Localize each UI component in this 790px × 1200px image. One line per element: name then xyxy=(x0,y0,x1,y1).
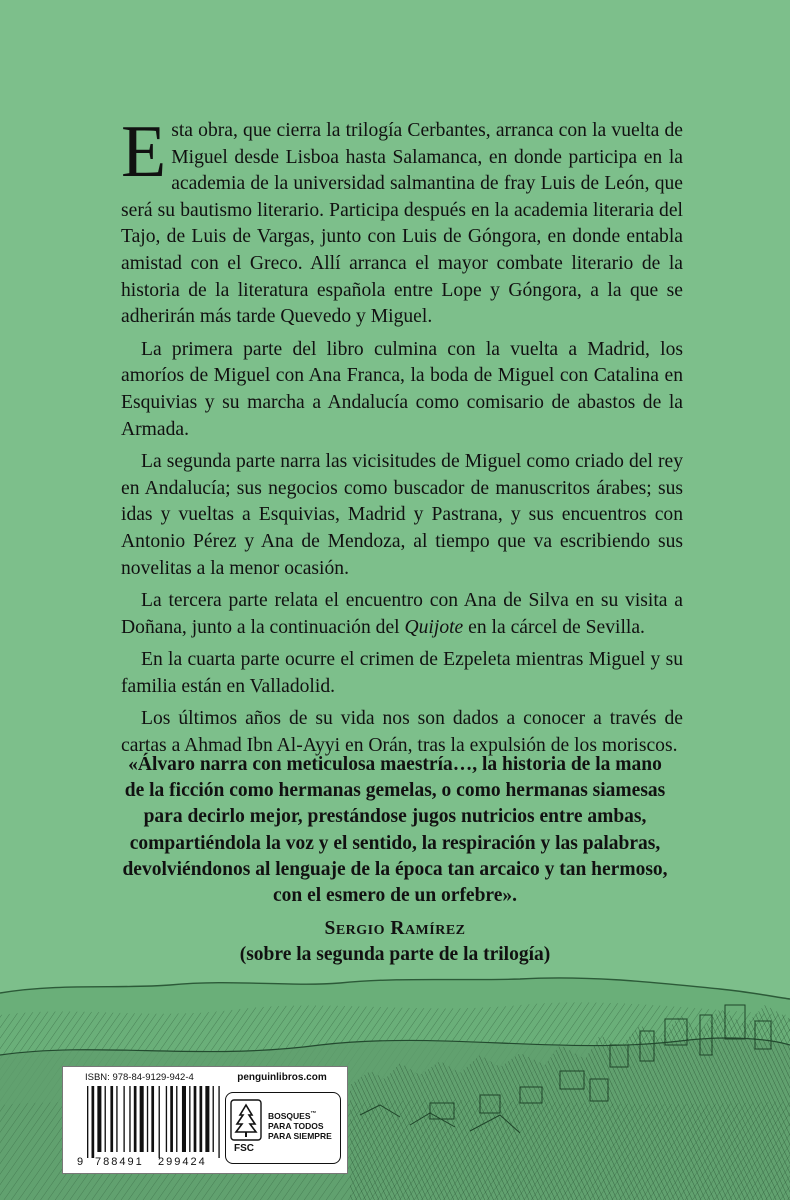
barcode-bar xyxy=(97,1086,101,1152)
synopsis-paragraph-1-text: sta obra, que cierra la trilogía Cerbantes, arranca con la vuelta de Miguel desde Lisboa hasta Salamanca, en donde participa en la academia de la universidad salmantina de fray Luis de León, que será su bautismo literario. Participa después en la academia literaria del Tajo, de Luis de Vargas, junto con Luis de Góngora, en donde entabla amistad con el Greco. Allí arranca el mayor combate literario de la historia de la literatura española entre Lope y Góngora, a la que se adherirán más tarde Quevedo y Miguel. xyxy=(121,120,683,328)
fsc-label: FSC xyxy=(234,1143,254,1154)
barcode-digits-left: 788491 xyxy=(95,1156,144,1168)
barcode-bar xyxy=(92,1086,95,1158)
barcode-bar xyxy=(159,1086,160,1158)
barcode-bar xyxy=(205,1086,209,1152)
barcode-bar xyxy=(189,1086,190,1152)
quote-line: devolviéndonos al lenguaje de la época tan arcaico y tan hermoso, xyxy=(122,858,668,880)
barcode-bar xyxy=(151,1086,154,1152)
fsc-tree-icon xyxy=(230,1099,262,1141)
barcode-bar xyxy=(116,1086,117,1152)
barcode-bar xyxy=(129,1086,130,1152)
barcode-bar xyxy=(105,1086,106,1152)
barcode-bar xyxy=(176,1086,177,1152)
barcode-bar xyxy=(200,1086,203,1152)
barcode-bar xyxy=(140,1086,144,1152)
synopsis-paragraph-5: En la cuarta parte ocurre el crimen de Ezpeleta mientras Miguel y su familia están en Valladolid. xyxy=(121,649,683,697)
publisher-panel xyxy=(221,1068,343,1171)
drop-cap: E xyxy=(121,111,167,193)
barcode-graphic xyxy=(77,1086,223,1168)
barcode-digit-first: 9 xyxy=(77,1156,84,1168)
fsc-line-3: PARA SIEMPRE xyxy=(268,1130,332,1141)
quote-line: compartiéndola la voz y el sentido, la respiración y las palabras, xyxy=(129,832,661,854)
barcode-bar xyxy=(110,1086,113,1152)
synopsis-paragraph-4 xyxy=(121,588,683,641)
isbn-label: ISBN: 978-84-9129-942-4 xyxy=(85,1072,194,1083)
barcode-bar xyxy=(166,1086,167,1152)
barcode-bar xyxy=(218,1086,219,1158)
quote-author: Sergio Ramírez xyxy=(324,918,466,939)
barcode-digits-right: 299424 xyxy=(158,1156,207,1168)
quote-source-note: (sobre la segunda parte de la trilogía) xyxy=(239,944,551,965)
synopsis-paragraph-2: La primera parte del libro culmina con la vuelta a Madrid, los amoríos de Miguel con Ana Franca, la boda de Miguel con Catalina en Esquivias y su marcha a Andalucía como comisario de abastos de la Armada. xyxy=(121,338,683,440)
fsc-claim xyxy=(268,1109,338,1141)
barcode-bar xyxy=(194,1086,197,1152)
barcode-bar xyxy=(123,1086,124,1152)
fsc-trademark: ™ xyxy=(310,1111,317,1117)
fsc-line-1: BOSQUES xyxy=(268,1110,311,1121)
synopsis-paragraph-6: Los últimos años de su vida nos son dados a conocer a través de cartas a Ahmad Ibn Al-Ayyi en Orán, tras la expulsión de los moriscos. xyxy=(121,708,683,757)
barcode-bar xyxy=(134,1086,137,1152)
fsc-badge xyxy=(225,1092,341,1164)
quote-line: con el esmero de un orfebre». xyxy=(272,885,518,907)
fsc-line-2: PARA TODOS xyxy=(268,1120,324,1131)
review-quote xyxy=(85,752,705,909)
barcode-bar xyxy=(170,1086,173,1152)
book-title-italic: Quijote xyxy=(404,616,464,638)
barcode-bar xyxy=(87,1086,88,1158)
quote-line: «Álvaro narra con meticulosa maestría…, la historia de la mano xyxy=(128,754,662,775)
synopsis-text xyxy=(121,111,683,766)
synopsis-paragraph-3: La segunda parte narra las vicisitudes de Miguel como criado del rey en Andalucía; sus negocios como buscador de manuscritos árabes; sus idas y vueltas a Esquivias, Madrid y Pastrana, y sus encuentros con Antonio Pérez y Ana de Mendoza, al tiempo que va escribiendo sus novelitas a la menor ocasión. xyxy=(121,451,683,579)
synopsis-paragraph-1 xyxy=(121,111,683,331)
synopsis-paragraph-4-end: en la cárcel de Sevilla. xyxy=(463,616,645,638)
quote-attribution xyxy=(85,916,705,968)
synopsis-paragraph-4-start: La tercera parte relata el encuentro con Ana de Silva en su visita a Doñana, junto a la continuación del xyxy=(121,590,683,638)
quote-line: para decirlo mejor, prestándose jugos nutricios entre ambas, xyxy=(143,806,647,828)
barcode-bar xyxy=(147,1086,148,1152)
barcode-bar xyxy=(182,1086,186,1152)
publisher-url: penguinlibros.com xyxy=(237,1072,327,1083)
barcode-bar xyxy=(213,1086,214,1152)
quote-line: de la ficción como hermanas gemelas, o como hermanas siamesas xyxy=(124,780,666,802)
